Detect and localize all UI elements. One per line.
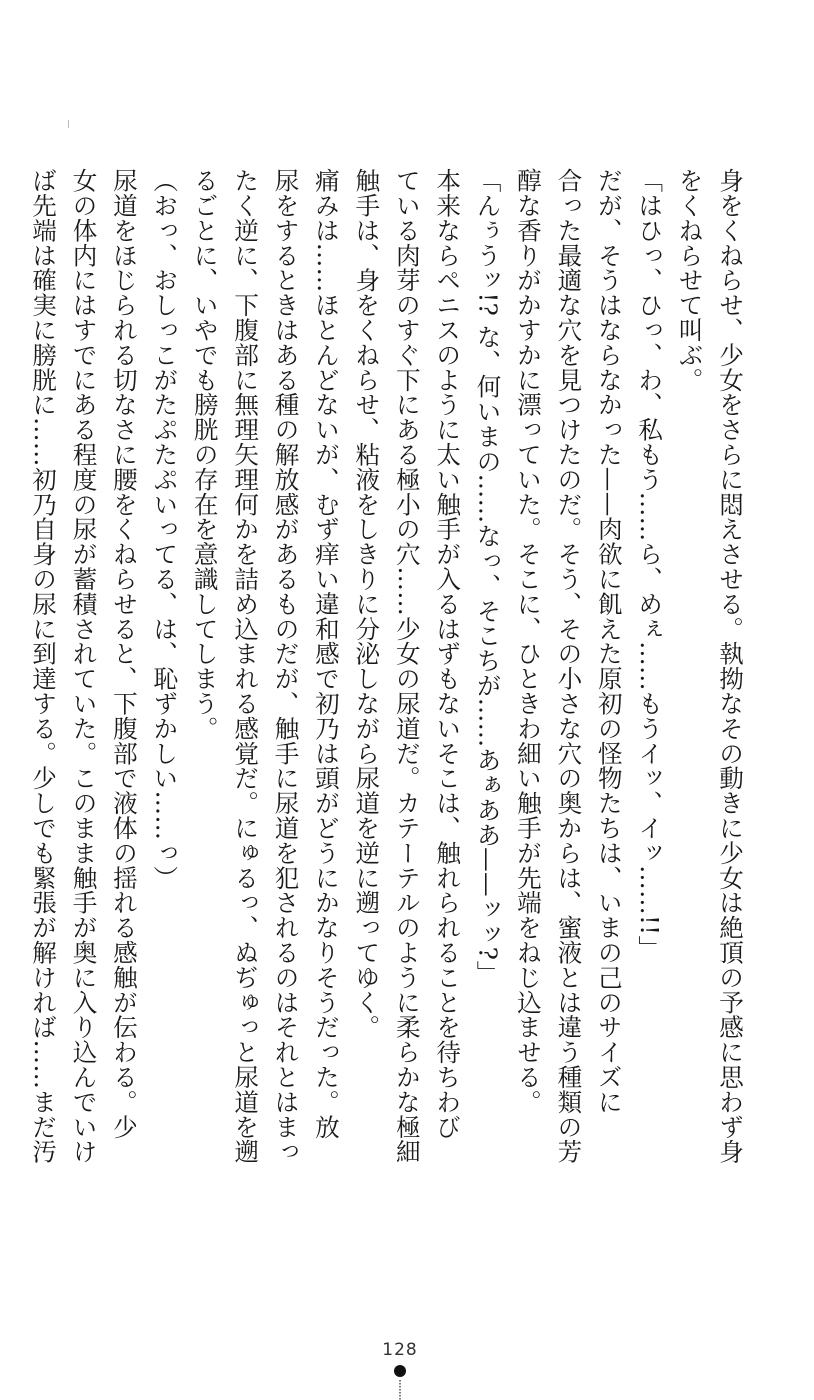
text-line-13: たく逆に、下腹部に無理矢理何かを詰め込まれる感覚だ。にゅるっ、ぬぢゅっと尿道を遡 <box>231 168 261 1164</box>
vertical-text-body <box>29 168 750 1168</box>
text-line-10: 触手は、身をくねらせ、粘液をしきりに分泌しながら尿道を逆に遡ってゆく。 <box>352 168 382 1040</box>
text-line-1: 身をくねらせ、少女をさらに悶えさせる。執拗なその動きに少女は絶頂の予感に思わず身 <box>716 168 745 1164</box>
text-line-9: ている肉芽のすぐ下にある極小の穴……少女の尿道だ。カテーテルのように柔らかな極細 <box>392 168 422 1164</box>
text-line-18: ば先端は確実に膀胱に……初乃自身の尿に到達する。少しでも緊張が解ければ……まだ汚 <box>29 168 59 1164</box>
margin-mark <box>68 120 69 128</box>
text-line-11: 痛みは……ほとんどないが、むず痒い違和感で初乃は頭がどうにかなりそうだった。放 <box>311 168 341 1140</box>
page-marker-dotted-line <box>399 1380 401 1400</box>
text-line-2: をくねらせて叫ぶ。 <box>675 168 705 393</box>
page-number: 128 <box>382 1340 418 1360</box>
text-line-14: るごとに、いやでも膀胱の存在を意識してしまう。 <box>190 168 220 741</box>
text-line-7: 「んぅうッ!? な、何いまの……なっ、そこちが……あぁああ——ッッ?」 <box>473 168 503 986</box>
text-line-4: だが、そうはならなかった——肉欲に飢えた原初の怪物たちは、いまの己のサイズに <box>594 168 624 1115</box>
page-marker-dot <box>394 1365 406 1377</box>
text-line-5: 合った最適な穴を見つけたのだ。そう、その小さな穴の奥からは、蜜液とは違う種類の芳 <box>554 168 584 1164</box>
text-line-12: 尿をするときはある種の解放感があるものだが、触手に尿道を犯されるのはそれとはまっ <box>271 168 301 1164</box>
text-line-8: 本来ならペニスのように太い触手が入るはずもないそこは、触れられることを待ちわび <box>433 168 463 1140</box>
text-line-3: 「はひっ、ひっ、わ、私もう……ら、めぇ……もうイッ、イッ……!!」 <box>635 168 665 961</box>
text-line-6: 醇な香りがかすかに漂っていた。そこに、ひときわ細い触手が先端をねじ込ませる。 <box>513 168 543 1115</box>
text-line-15: （おっ、おしっこがたぷたぷいってる、は、恥ずかしい……っ） <box>150 168 180 891</box>
text-line-16: 尿道をほじられる切なさに腰をくねらせると、下腹部で液体の揺れる感触が伝わる。少 <box>109 168 139 1140</box>
text-line-17: 女の体内にはすでにある程度の尿が蓄積されていた。このまま触手が奥に入り込んでいけ <box>69 168 99 1164</box>
